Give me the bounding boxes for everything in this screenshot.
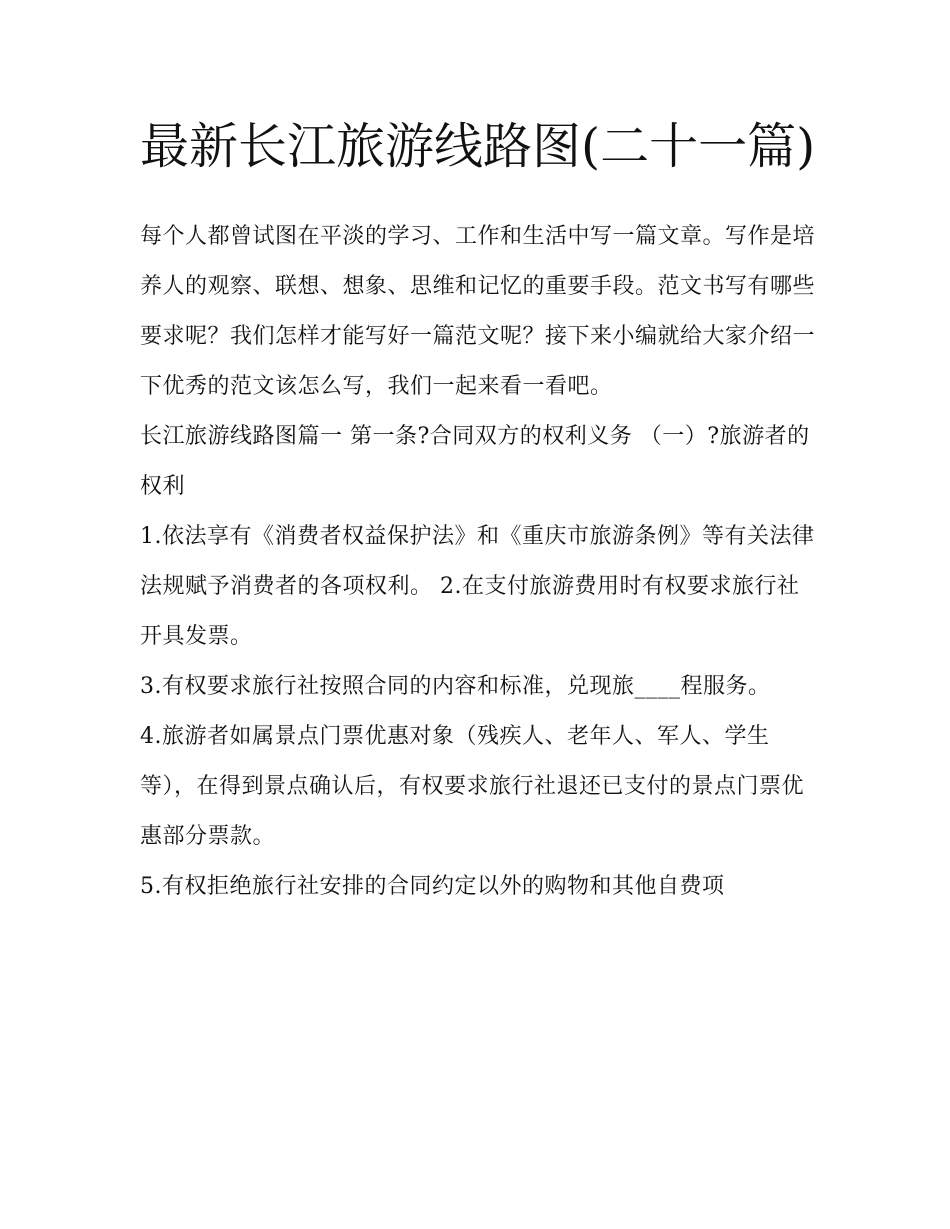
section-heading-paragraph: 长江旅游线路图篇一 第一条?合同双方的权利义务 （一）?旅游者的权利 [140, 424, 810, 499]
intro-paragraph: 每个人都曾试图在平淡的学习、工作和生活中写一篇文章。写作是培养人的观察、联想、想象、思维和记忆的重要手段。范文书写有哪些要求呢？我们怎样才能写好一篇范文呢？接下来小编就给大家介绍一下优秀的范文该怎么写，我们一起来看一看吧。 [140, 224, 816, 399]
clause-3-paragraph: 3.有权要求旅行社按照合同的内容和标准，兑现旅____程服务。 [140, 674, 771, 699]
document-title: 最新长江旅游线路图(二十一篇) [140, 118, 816, 175]
document-body [140, 108, 816, 912]
clause-5-paragraph: 5.有权拒绝旅行社安排的合同约定以外的购物和其他自费项 [140, 874, 725, 899]
clause-1-paragraph: 1.依法享有《消费者权益保护法》和《重庆市旅游条例》等有关法律法规赋予消费者的各项权利。 2.在支付旅游费用时有权要求旅行社开具发票。 [140, 524, 815, 649]
clause-4-paragraph: 4.旅游者如属景点门票优惠对象（残疾人、老年人、军人、学生等），在得到景点确认后，有权要求旅行社退还已支付的景点门票优惠部分票款。 [140, 724, 805, 849]
